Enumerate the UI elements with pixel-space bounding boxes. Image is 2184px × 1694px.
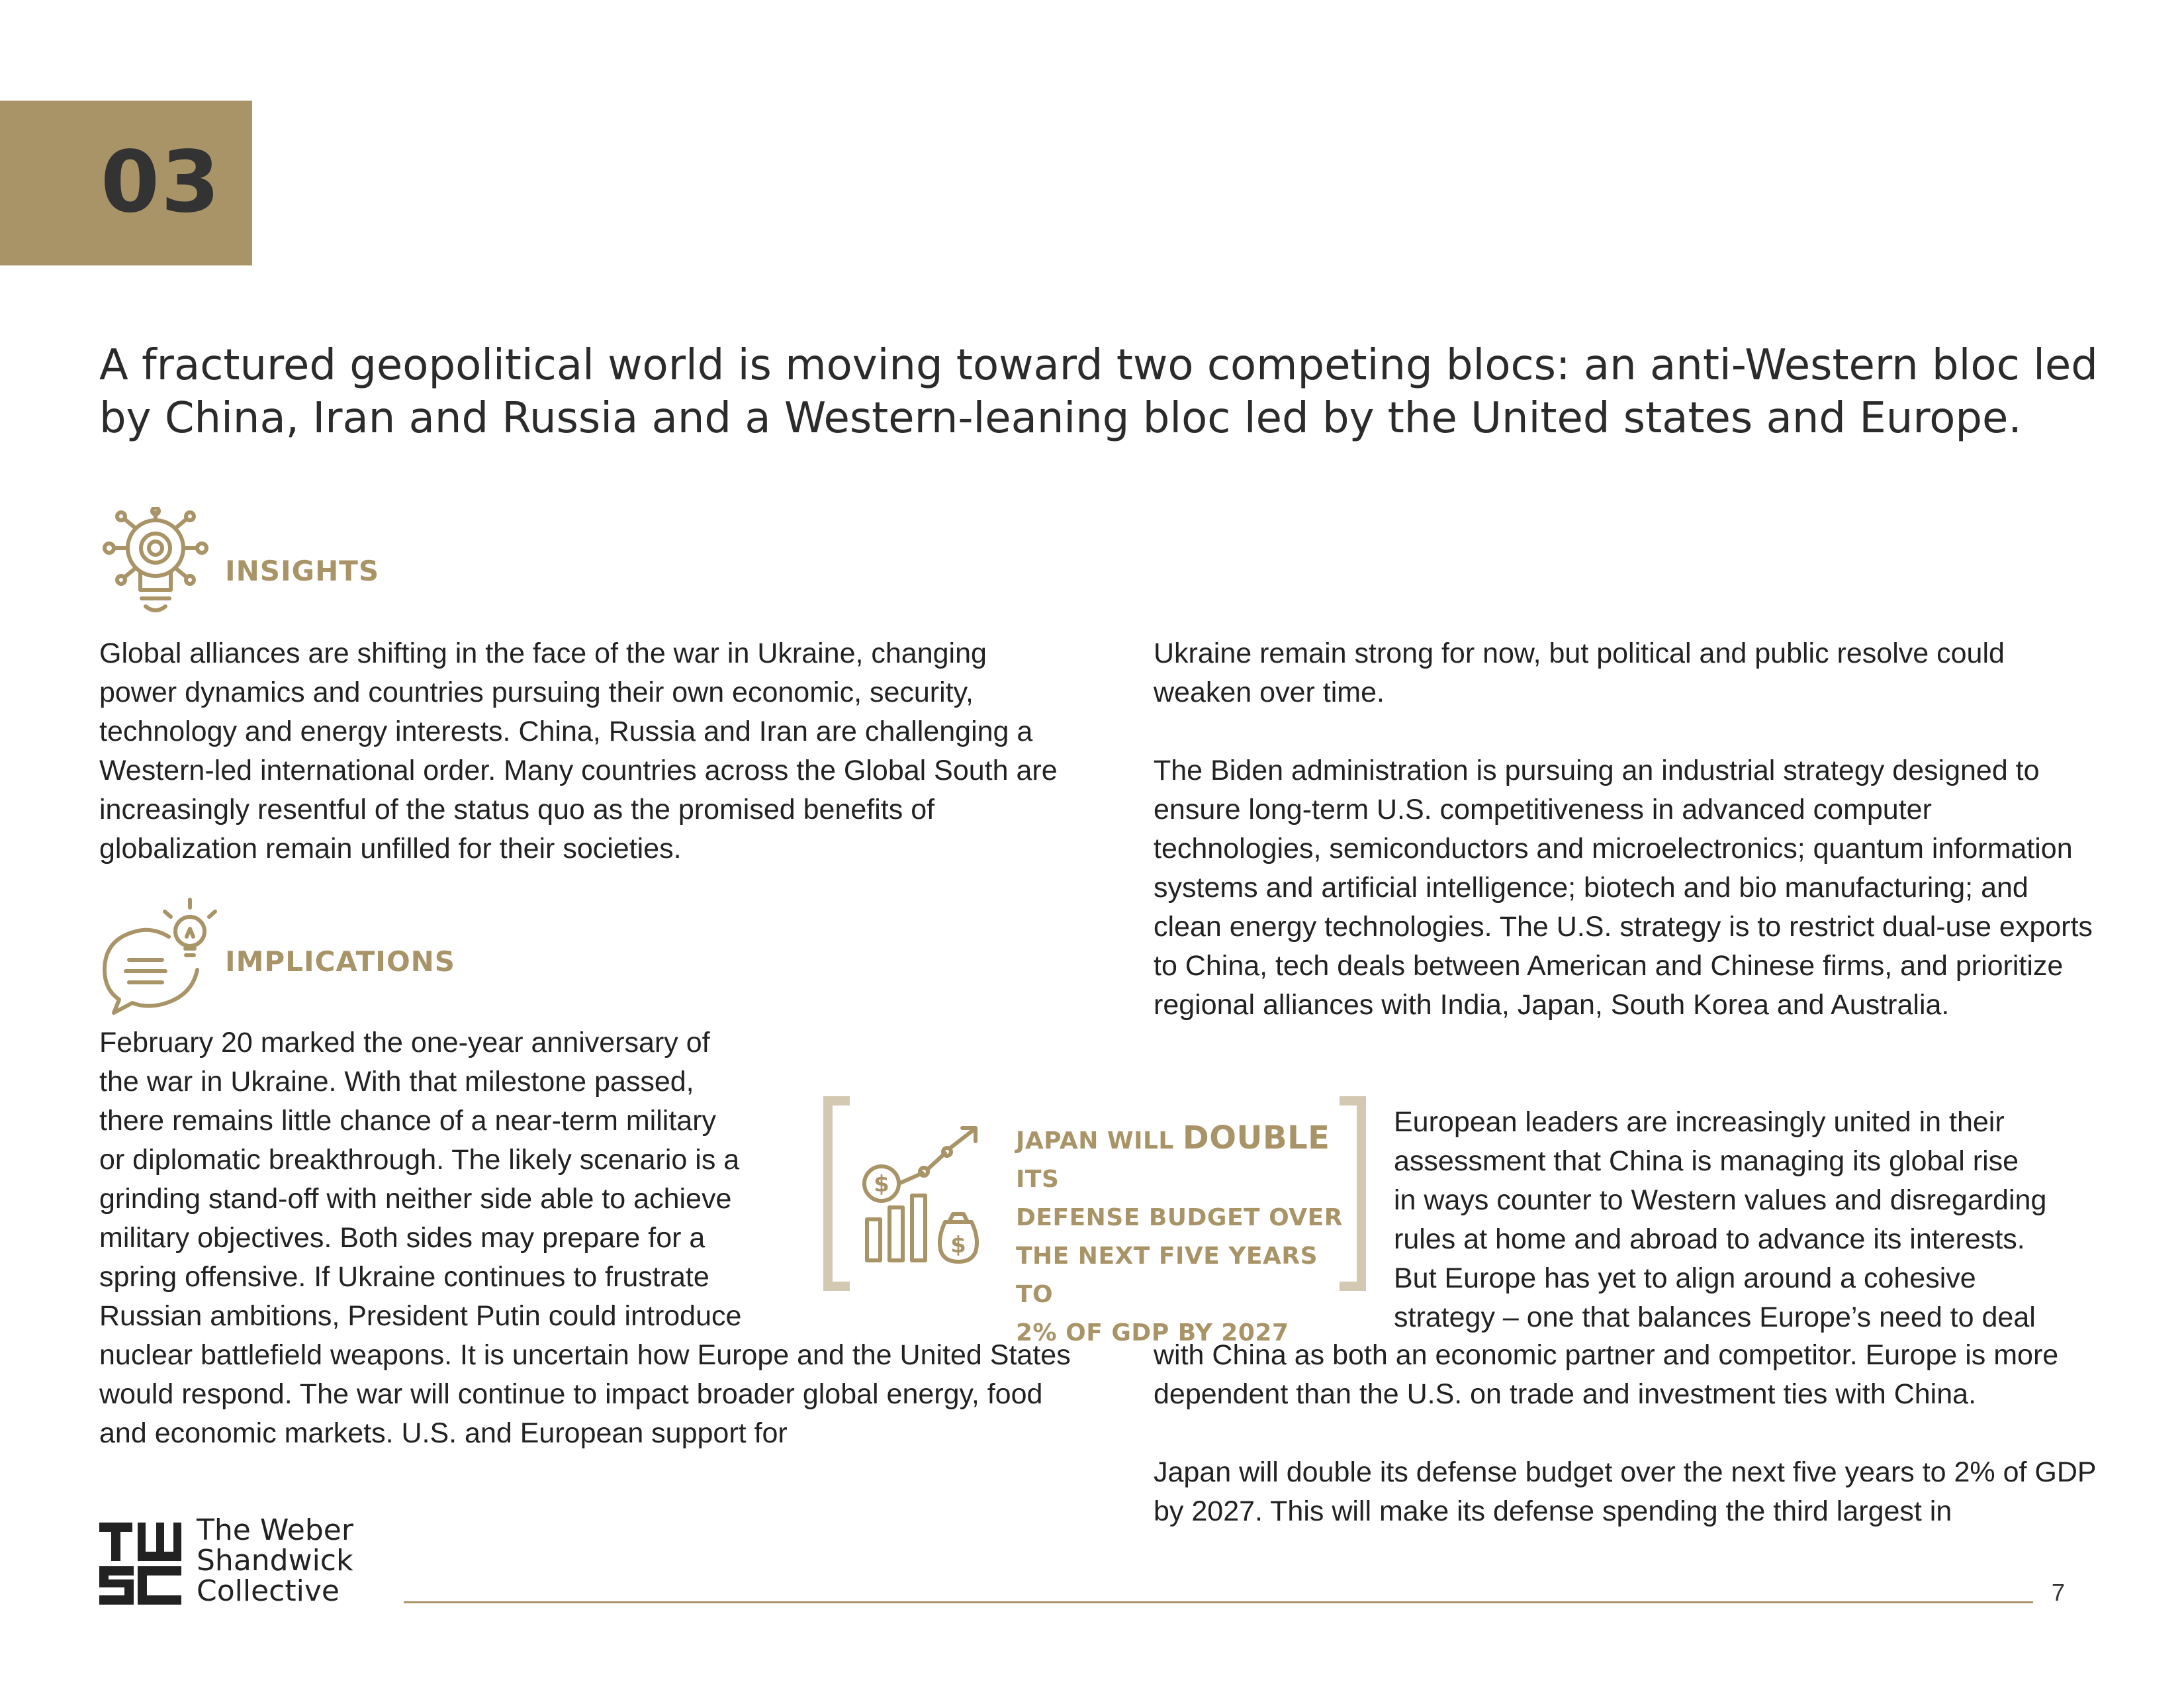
- right-paragraph-4: Japan will double its defense budget over the next five years to 2% of GDP by 2027. This will make its defense spending the third largest in: [1154, 1456, 2096, 1527]
- implications-line: or diplomatic breakthrough. The likely scenario is a: [99, 1144, 740, 1176]
- section-number: 03: [101, 133, 222, 232]
- callout-post: ITS: [1016, 1166, 1060, 1193]
- insights-paragraph: Global alliances are shifting in the face of the war in Ukraine, changing power dynamics and countries pursuing their own economic, security, technology and energy interests. China, Russia and Iran are challenging a Western-led international order. Many countries across the Global South are increasingly resentful of the status quo as the promised benefits of globalization remain unfilled for their societies.: [99, 637, 1058, 865]
- callout-bracket-left-bottom: [823, 1282, 850, 1291]
- logo-line-1: The Weber: [197, 1513, 353, 1547]
- page-number: 7: [2052, 1579, 2066, 1606]
- implications-line: grinding stand-off with neither side able to achieve: [99, 1183, 732, 1215]
- callout-line-2: DEFENSE BUDGET OVER: [1016, 1204, 1343, 1231]
- logo-line-2: Shandwick: [197, 1544, 353, 1577]
- implications-line: spring offensive. If Ukraine continues to frustrate: [99, 1261, 709, 1293]
- section-number-tab: [0, 101, 252, 265]
- right-p3-line: European leaders are increasingly united in their: [1394, 1106, 2005, 1138]
- implications-narrow-block: [99, 1023, 841, 1336]
- callout-text: [1016, 1119, 1347, 1352]
- growth-chart-money-icon: [858, 1123, 997, 1268]
- implications-line: Russian ambitions, President Putin could introduce: [99, 1300, 742, 1332]
- callout-bracket-right: [1357, 1096, 1366, 1291]
- logo-line-3: Collective: [197, 1574, 340, 1608]
- right-p3-line: rules at home and abroad to advance its interests.: [1394, 1223, 2025, 1255]
- callout-bracket-left: [823, 1096, 833, 1291]
- implications-line: there remains little chance of a near-term military: [99, 1105, 717, 1137]
- right-p3-line: assessment that China is managing its global rise: [1394, 1145, 2019, 1177]
- right-paragraph-3-continued: with China as both an economic partner and competitor. Europe is more dependent than the U.S. on trade and investment ties with China.: [1154, 1339, 2059, 1410]
- implications-line: military objectives. Both sides may prepare for a: [99, 1222, 705, 1254]
- right-p3-line: But Europe has yet to align around a cohesive: [1394, 1262, 1976, 1294]
- right-p3-line: in ways counter to Western values and disregarding: [1394, 1184, 2047, 1216]
- right-paragraph-1: Ukraine remain strong for now, but political and public resolve could weaken over time.: [1154, 637, 2005, 708]
- footer-rule: [404, 1601, 2033, 1603]
- right-paragraph-3-narrow: [1394, 1103, 2122, 1337]
- lightbulb-gear-icon: [99, 507, 212, 620]
- callout-line-3: THE NEXT FIVE YEARS TO: [1016, 1243, 1318, 1308]
- implications-line: February 20 marked the one-year anniversary of: [99, 1027, 710, 1059]
- svg-text:$: $: [874, 1171, 889, 1198]
- right-p3-line: strategy – one that balances Europe’s need to deal: [1394, 1301, 2036, 1333]
- page-headline: A fractured geopolitical world is moving toward two competing blocs: an anti-Western bloc led by China, Iran and Russia and a Western-leaning bloc led by the United states and Europe.: [99, 341, 2098, 443]
- logo-wordmark: [197, 1515, 353, 1607]
- implications-paragraph-continued: nuclear battlefield weapons. It is uncertain how Europe and the United States would respond. The war will continue to impact broader global energy, food and economic markets. U.S. and European support for: [99, 1339, 1071, 1449]
- callout-line-1: [1016, 1119, 1347, 1199]
- callout-bracket-right-top: [1340, 1096, 1366, 1106]
- implications-line: the war in Ukraine. With that milestone passed,: [99, 1066, 694, 1098]
- callout-pre: JAPAN WILL: [1016, 1127, 1183, 1154]
- implications-label: IMPLICATIONS: [225, 945, 456, 978]
- twsc-logo-mark: [99, 1523, 181, 1605]
- svg-text:$: $: [950, 1232, 966, 1258]
- insights-label: INSIGHTS: [225, 555, 380, 587]
- callout-bracket-left-top: [823, 1096, 850, 1106]
- callout-line-4: 2% OF GDP BY 2027: [1016, 1319, 1289, 1346]
- right-paragraph-2: The Biden administration is pursuing an industrial strategy designed to ensure long-term U.S. competitiveness in advanced computer technologies, semiconductors and microelectronics; quantum information systems and artificial intelligence; biotech and bio manufacturing; and clean energy technologies. The U.S. strategy is to restrict dual-use exports to China, tech deals between American and Chinese firms, and prioritize regional alliances with India, Japan, South Korea and Australia.: [1154, 755, 2093, 1021]
- callout-emphasis: DOUBLE: [1182, 1119, 1330, 1156]
- chat-lightbulb-icon: [99, 897, 218, 1016]
